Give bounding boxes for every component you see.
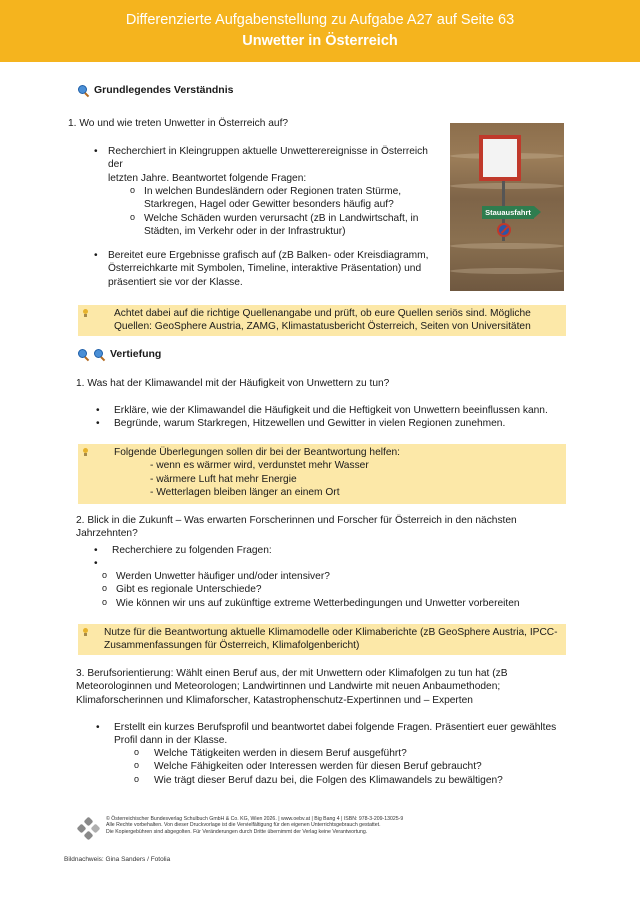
bullet-present-line3: präsentiert sie vor der Klasse. bbox=[108, 276, 243, 288]
footer-line1: © Österreichischer Bundesverlag Schulbuch GmbH & Co. KG, Wien 2026. | www.oebv.at | Big Bang 4 | ISBN: 978-3-209-13025-9 bbox=[106, 816, 404, 822]
hint-considerations-intro: Folgende Überlegungen sollen dir bei der Beantwortung helfen: bbox=[114, 447, 401, 458]
question-career bbox=[76, 667, 566, 707]
bullet-career-line2: Profil dann in der Klasse. bbox=[114, 735, 228, 747]
bullet-present-line2: Österreichkarte mit Symbolen, Timeline, interaktive Präsentation) und bbox=[108, 263, 422, 275]
search-icon bbox=[78, 349, 90, 361]
sub-regions-line2: Starkregen, Hagel oder Gewitter besonders häufig auf? bbox=[144, 199, 394, 211]
hint-evaporation: - wenn es wärmer wird, verdunstet mehr Wasser bbox=[150, 460, 369, 472]
no-parking-sign-icon bbox=[497, 223, 511, 237]
image-credit: Bildnachweis: Gina Sanders / Fotolia bbox=[64, 856, 171, 863]
bullet-career-profile: • Erstellt ein kurzes Berufsprofil und beantwortet dabei folgende Fragen. Präsentiert euer gewähltes Profil dann in der Klasse. bbox=[96, 722, 557, 747]
question-career-line2: Meteorologinnen und Meteorologen; Landwirtinnen und Landwirte mit neuen Anbaumethoden; bbox=[76, 681, 501, 693]
footer-copyright bbox=[106, 816, 566, 835]
section-heading-basic bbox=[78, 84, 233, 98]
footer-line3: Die Kopiergebühren sind abgegolten. Für Veränderungen durch Dritte übernimmt der Verlag keine Verantwortung. bbox=[106, 828, 368, 835]
bullet-research-future: • Recherchiere zu folgenden Fragen: • bbox=[94, 545, 272, 570]
search-icon bbox=[94, 349, 106, 361]
bullet-research: • Recherchiert in Kleingruppen aktuelle Unwetterereignisse in Österreich der letzten Jahre. Beantwortet folgende Fragen: bbox=[94, 145, 444, 185]
section-heading-advanced bbox=[78, 348, 161, 362]
lightbulb-icon bbox=[82, 628, 89, 637]
footer-line2: Alle Rechte vorbehalten. Von dieser Druckvorlage ist die Vervielfältigung für den eigenen Unterrichtsgebrauch gestattet. bbox=[106, 822, 381, 829]
search-icon bbox=[78, 85, 90, 97]
bullet-explain: Erkläre, wie der Klimawandel die Häufigkeit und die Heftigkeit von Unwettern beeinflussen kann. bbox=[114, 405, 548, 416]
question-career-line1: 3. Berufsorientierung: Wählt einen Beruf aus, der mit Unwettern oder Klimafolgen zu tun hat (zB bbox=[76, 668, 508, 679]
bullet-research-line2: letzten Jahre. Beantwortet folgende Fragen: bbox=[108, 172, 307, 184]
section-heading-basic-text: Grundlegendes Verständnis bbox=[94, 84, 234, 96]
bullet-present: • Bereitet eure Ergebnisse grafisch auf (zB Balken- oder Kreisdiagramm, Österreichkarte mit Symbolen, Timeline, interaktive Präsentation) und präsentiert sie vor der Klasse. bbox=[94, 250, 429, 288]
section-heading-advanced-text: Vertiefung bbox=[110, 348, 162, 360]
sub-regional: Gibt es regionale Unterschiede? bbox=[116, 584, 262, 596]
sub-activities: Welche Tätigkeiten werden in diesem Beruf ausgeführt? bbox=[154, 748, 407, 759]
header-title-line2: Unwetter in Österreich bbox=[242, 33, 398, 49]
hint-weather-patterns: - Wetterlagen bleiben länger an einem Ort bbox=[150, 487, 340, 499]
bullet-research-line1: Recherchiert in Kleingruppen aktuelle Unwetterereignisse in Österreich der bbox=[108, 146, 428, 171]
question-climate: 1. Was hat der Klimawandel mit der Häufigkeit von Unwettern zu tun? bbox=[76, 378, 390, 389]
question-1: 1. Wo und wie treten Unwetter in Österreich auf? bbox=[68, 118, 289, 129]
header-title-line1: Differenzierte Aufgabenstellung zu Aufgabe A27 auf Seite 63 bbox=[125, 12, 515, 28]
lightbulb-icon bbox=[82, 448, 89, 457]
bullets-climate: • Erkläre, wie der Klimawandel die Häufigkeit und die Heftigkeit von Unwettern beeinflussen kann. • Begründe, warum Starkregen, Hitzewellen und Gewitter in vielen Regionen zunehmen. bbox=[96, 405, 548, 430]
sub-damage-line2: Städten, im Verkehr oder in der Infrastruktur) bbox=[144, 226, 346, 238]
hint-box-considerations bbox=[78, 444, 566, 504]
sub-damage-line1: Welche Schäden wurden verursacht (zB in Landwirtschaft, in bbox=[144, 212, 419, 224]
sub-contribution: Wie trägt dieser Beruf dazu bei, die Folgen des Klimawandels zu bewältigen? bbox=[154, 774, 503, 786]
hint-box-sources bbox=[78, 305, 566, 336]
sublist-future: o Werden Unwetter häufiger und/oder intensiver? o Gibt es regionale Unterschiede? o Wie können wir uns auf zukünftige extreme Wetterbedingungen und Unwetter vorbereiten bbox=[102, 570, 520, 609]
bullet-career-line1: Erstellt ein kurzes Berufsprofil und beantwortet dabei folgende Fragen. Präsentiert euer gewähltes bbox=[114, 722, 557, 733]
oebv-logo-icon bbox=[78, 818, 100, 840]
sub-prepare: Wie können wir uns auf zukünftige extreme Wetterbedingungen und Unwetter vorbereiten bbox=[116, 597, 520, 609]
question-career-line3: Klimaforscherinnen und Klimaforscher, Katastrophenschutz-Expertinnen und – Experten bbox=[76, 694, 473, 706]
bullet-reason: Begründe, warum Starkregen, Hitzewellen und Gewitter in vielen Regionen zunehmen. bbox=[114, 418, 506, 430]
warning-sign-icon bbox=[479, 135, 521, 181]
sub-regions-line1: In welchen Bundesländern oder Regionen traten Stürme, bbox=[144, 186, 402, 197]
hint-energy: - wärmere Luft hat mehr Energie bbox=[150, 473, 297, 485]
question-future: 2. Blick in die Zukunft – Was erwarten Forscherinnen und Forscher für Österreich in den nächsten Jahrzehnten? bbox=[76, 515, 517, 540]
sublist-career: o Welche Tätigkeiten werden in diesem Beruf ausgeführt? o Welche Fähigkeiten oder Interessen werden für diesen Beruf gebraucht? o Wie trägt dieser Beruf dazu bei, die Folgen des Klimawandels zu bewältigen? bbox=[134, 747, 503, 786]
bullet-present-line1: Bereitet eure Ergebnisse grafisch auf (zB Balken- oder Kreisdiagramm, bbox=[108, 250, 429, 261]
lightbulb-icon bbox=[82, 309, 89, 318]
hint-models-line1: Nutze für die Beantwortung aktuelle Klimamodelle oder Klimaberichte (zB GeoSphere Austria, IPCC- bbox=[104, 627, 558, 638]
hint-sources-line1: Achtet dabei auf die richtige Quellenangabe und prüft, ob eure Quellen seriös sind. Mögliche bbox=[114, 308, 531, 319]
page-header bbox=[0, 0, 640, 62]
hint-box-models bbox=[78, 624, 566, 655]
flood-photo bbox=[450, 123, 564, 291]
sublist-research: o In welchen Bundesländern oder Regionen traten Stürme, Starkregen, Hagel oder Gewitter besonders häufig auf? o Welche Schäden wurden verursacht (zB in Landwirtschaft, in Städten, im Verkehr oder in der Infrastruktur) bbox=[130, 185, 419, 238]
hint-sources-line2: Quellen: GeoSphere Austria, ZAMG, Klimastatusbericht Österreich, Seiten von Universitäten bbox=[114, 321, 531, 333]
sub-more-frequent: Werden Unwetter häufiger und/oder intensiver? bbox=[116, 571, 330, 582]
bullet-research-future-text: Recherchiere zu folgenden Fragen: bbox=[112, 545, 272, 556]
exit-sign: Stauausfahrt bbox=[482, 206, 534, 219]
hint-models-line2: Zusammenfassungen für Österreich, Klimafolgenbericht) bbox=[104, 640, 360, 652]
sub-skills: Welche Fähigkeiten oder Interessen werden für diesen Beruf gebraucht? bbox=[154, 761, 482, 773]
